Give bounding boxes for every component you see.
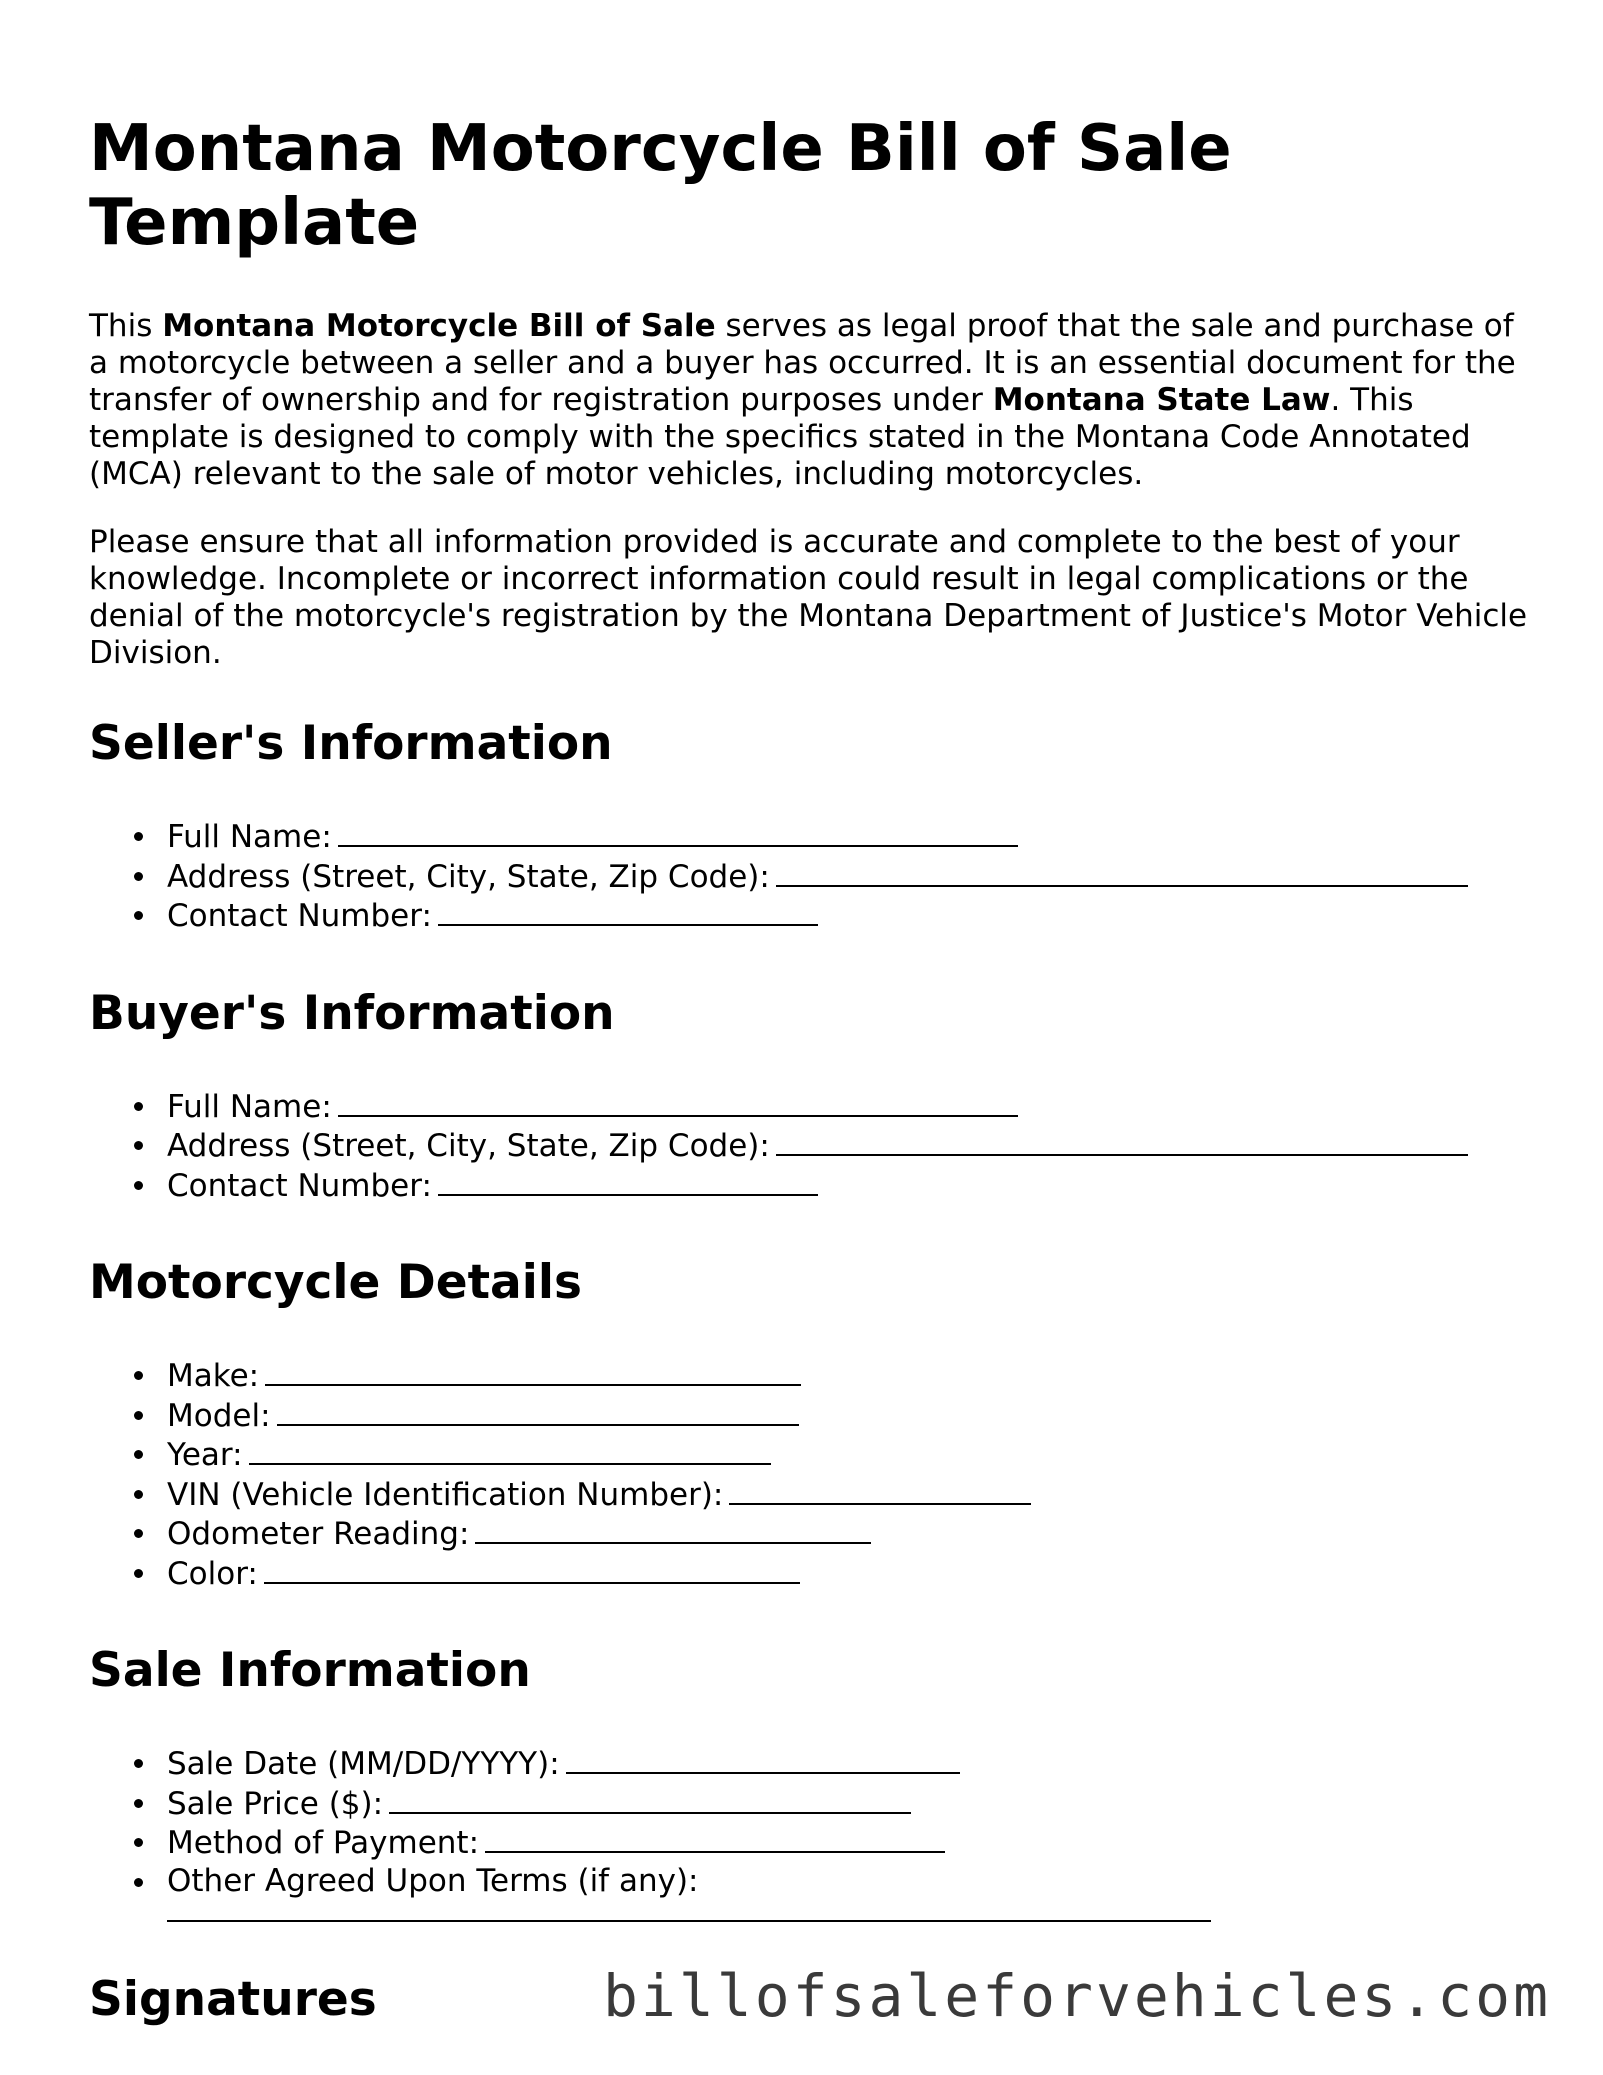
list-item [167,1087,1529,1127]
vin-blank[interactable] [729,1475,1031,1505]
list-item [167,1126,1529,1166]
field-label: Sale Date (MM/DD/YYYY): [167,1746,560,1782]
field-label: Color: [167,1555,258,1592]
sale-price-blank[interactable] [389,1784,911,1814]
list-item [167,1166,1529,1206]
intro-text: . This template is designed to comply with the specifics stated in the Montana Code Annotated (MCA) relevant to the sale of motor vehicles, including motorcycles. [89,382,1471,492]
seller-heading: Seller's Information [89,716,613,771]
seller-full-name-blank[interactable] [338,817,1018,847]
list-item [167,1435,1529,1475]
field-label: Odometer Reading: [167,1516,470,1552]
seller-contact-blank[interactable] [438,896,818,926]
list-item [167,817,1529,857]
field-label: Model: [167,1397,271,1434]
field-label: Address (Street, City, State, Zip Code): [167,1128,770,1164]
list-item [167,1554,1529,1594]
intro-paragraph-2: Please ensure that all information provided is accurate and complete to the best of your knowledge. Incomplete or incorrect information could result in legal complications or the denial of the motorcycle's registration by the Montana Department of Justice's Motor Vehicle Division. [89,524,1528,671]
motorcycle-heading: Motorcycle Details [89,1255,582,1310]
field-label: Other Agreed Upon Terms (if any): [167,1862,699,1899]
seller-address-blank[interactable] [776,857,1468,887]
field-label: Full Name: [167,819,332,855]
field-label: Full Name: [167,1088,332,1125]
watermark: billofsaleforvehicles.com [603,1962,1551,2030]
sale-heading: Sale Information [89,1643,531,1698]
list-item [167,857,1529,897]
year-blank[interactable] [249,1435,771,1465]
make-blank[interactable] [265,1356,801,1386]
field-label: Sale Price ($): [167,1785,384,1822]
list-item [167,1823,1529,1863]
list-item [167,1356,1529,1396]
document-page [89,112,1529,2073]
odometer-blank[interactable] [475,1514,871,1544]
intro-bold-law: Montana State Law [992,382,1331,418]
sale-date-blank[interactable] [566,1744,960,1774]
page-title: Montana Motorcycle Bill of Sale Template [89,112,1232,260]
intro-text: serves as legal proof that the sale and purchase of a motorcycle between a seller and a buyer has occurred. It is an essential document for the transfer of ownership and for registration purposes under [89,308,1516,418]
field-label: Year: [167,1437,243,1473]
list-item [167,1744,1529,1784]
list-item [167,1475,1529,1515]
intro-text: This [89,308,163,344]
field-label: VIN (Vehicle Identification Number): [167,1476,724,1513]
signatures-heading: Signatures [89,1972,377,2027]
sale-list [89,1744,1529,1922]
buyer-heading: Buyer's Information [89,985,615,1041]
field-label: Address (Street, City, State, Zip Code): [167,858,770,895]
buyer-address-blank[interactable] [776,1126,1468,1156]
field-label: Contact Number: [167,1167,432,1204]
field-label: Method of Payment: [167,1825,480,1861]
seller-list [89,817,1529,936]
list-item [167,1396,1529,1436]
model-blank[interactable] [277,1396,799,1426]
other-terms-blank[interactable] [167,1918,1211,1922]
buyer-list [89,1087,1529,1206]
field-label: Make: [167,1358,260,1394]
list-item [167,896,1529,936]
payment-method-blank[interactable] [485,1823,945,1853]
list-item [167,1784,1529,1824]
list-item [167,1863,1529,1923]
field-label: Contact Number: [167,898,432,934]
intro-bold-doc-name: Montana Motorcycle Bill of Sale [162,308,716,344]
list-item [167,1514,1529,1554]
motorcycle-list [89,1356,1529,1593]
color-blank[interactable] [264,1554,800,1584]
intro-paragraph-1 [89,308,1529,493]
buyer-contact-blank[interactable] [438,1166,818,1196]
buyer-full-name-blank[interactable] [338,1087,1018,1117]
